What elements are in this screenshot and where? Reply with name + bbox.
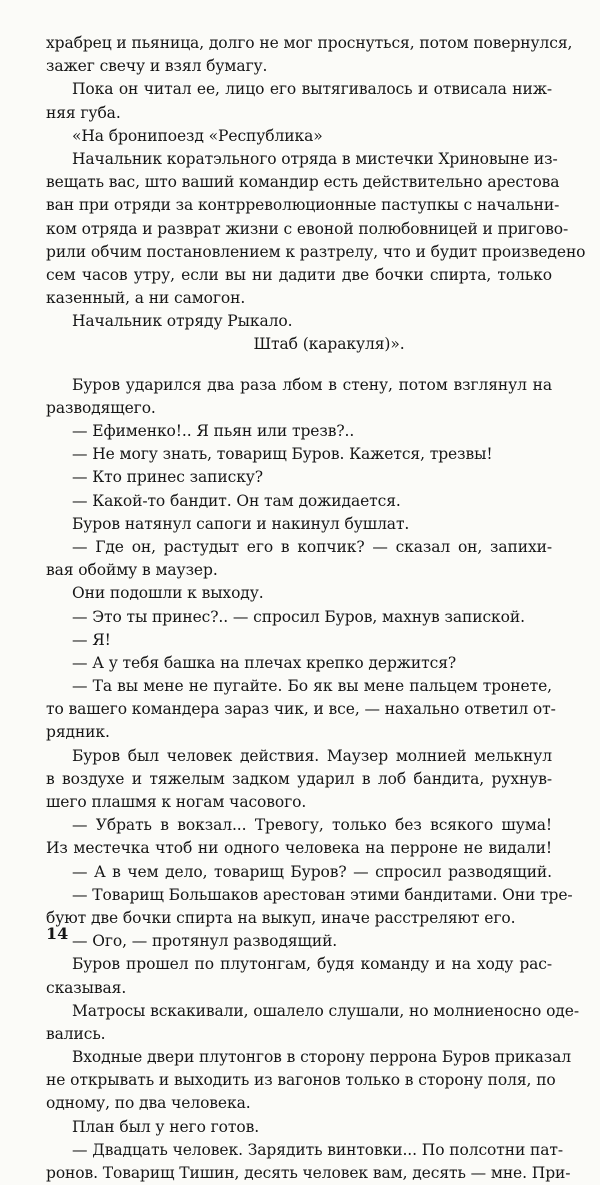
text-line: вая обойму в маузер.	[46, 561, 218, 580]
text-line: — А в чем дело, товарищ Буров? — спросил разводящий.	[72, 862, 552, 881]
paragraph-gap	[46, 357, 552, 374]
text-line: Пока он читал ее, лицо его вытягивалось и отвисала ниж-	[72, 80, 552, 99]
text-line: Матросы вскакивали, ошалело слушали, но молниеносно оде-	[72, 1001, 579, 1020]
text-line: Буров ударился два раза лбом в стену, потом взглянул на	[72, 375, 552, 394]
text-line: то вашего командера зараз чик, и все, — нахально ответил от-	[46, 700, 556, 719]
text-line: сем часов утру, если вы ни дадити две бочки спирта, только	[46, 265, 552, 284]
text-line: одному, по два человека.	[46, 1094, 251, 1113]
text-line: «На бронипоезд «Республика»	[72, 126, 323, 145]
text-line: в воздухе и тяжелым задком ударил в лоб бандита, рухнув-	[46, 769, 552, 788]
text-line: — Я!	[72, 630, 111, 649]
text-line: рили обчим постановлением к разтрелу, что и будит произведено	[46, 242, 586, 261]
text-line: Буров был человек действия. Маузер молнией мелькнул	[72, 746, 552, 765]
text-line: Буров натянул сапоги и накинул бушлат.	[72, 514, 410, 533]
text-line: Из местечка чтоб ни одного человека на перроне не видали!	[46, 839, 552, 858]
text-line: Начальник отряду Рыкало.	[72, 312, 293, 331]
text-line: ван при отряди за контрреволюционные паступкы с начальни-	[46, 196, 560, 215]
page-body-text	[46, 32, 586, 1185]
text-line: — Это ты принес?.. — спросил Буров, махнув запиской.	[72, 607, 525, 626]
text-line: — Убрать в вокзал... Тревогу, только без всякого шума!	[72, 816, 552, 835]
text-line: — Ого, — протянул разводящий.	[72, 932, 338, 951]
text-line: храбрец и пьяница, долго не мог проснуться, потом повернулся,	[46, 34, 573, 52]
text-line: — Ефименко!.. Я пьян или трезв?..	[72, 422, 355, 440]
text-line: вещать вас, што ваший командир есть действительно арестова	[46, 173, 560, 192]
text-line: — Где он, растудыт его в копчик? — сказал он, запихи-	[72, 537, 552, 556]
text-line: — Какой-то бандит. Он там дожидается.	[72, 491, 401, 510]
text-line: Начальник коратэльного отряда в мистечки Хриновыне из-	[72, 149, 558, 168]
text-line: Они подошли к выходу.	[72, 584, 264, 603]
text-line: шего плашмя к ногам часового.	[46, 793, 307, 811]
page-number: 14	[46, 924, 69, 943]
text-line: Входные двери плутонгов в сторону перрона Буров приказал	[72, 1048, 571, 1067]
text-line: вались.	[46, 1024, 106, 1043]
text-line: Штаб (каракуля)».	[253, 335, 405, 354]
text-line: План был у него готов.	[72, 1117, 260, 1136]
text-line: ком отряда и разврат жизни с евоной полюбовницей и пригово-	[46, 219, 569, 238]
text-line: буют две бочки спирта на выкуп, иначе расстреляют его.	[46, 908, 516, 927]
text-line: не открывать и выходить из вагонов только в сторону поля, по	[46, 1071, 556, 1090]
text-line: — Товарищ Большаков арестован этими бандитами. Они тре-	[72, 885, 573, 904]
text-line: няя губа.	[46, 103, 121, 122]
text-line: сказывая.	[46, 978, 127, 997]
text-line: казенный, а ни самогон.	[46, 289, 246, 308]
text-line: — Двадцать человек. Зарядить винтовки... По полсотни пат-	[72, 1140, 564, 1159]
text-line: зажег свечу и взял бумагу.	[46, 57, 268, 76]
text-line: Буров прошел по плутонгам, будя команду и на ходу рас-	[72, 955, 552, 974]
text-line: — А у тебя башка на плечах крепко держится?	[72, 653, 457, 672]
text-line: — Не могу знать, товарищ Буров. Кажется, трезвы!	[72, 445, 493, 464]
text-line: — Та вы мене не пугайте. Бо як вы мене пальцем тронете,	[72, 677, 552, 696]
text-line: ронов. Товарищ Тишин, десять человек вам, десять — мне. При-	[46, 1164, 571, 1182]
text-line: — Кто принес записку?	[72, 468, 264, 487]
text-line: разводящего.	[46, 398, 156, 417]
text-line: рядник.	[46, 723, 110, 742]
